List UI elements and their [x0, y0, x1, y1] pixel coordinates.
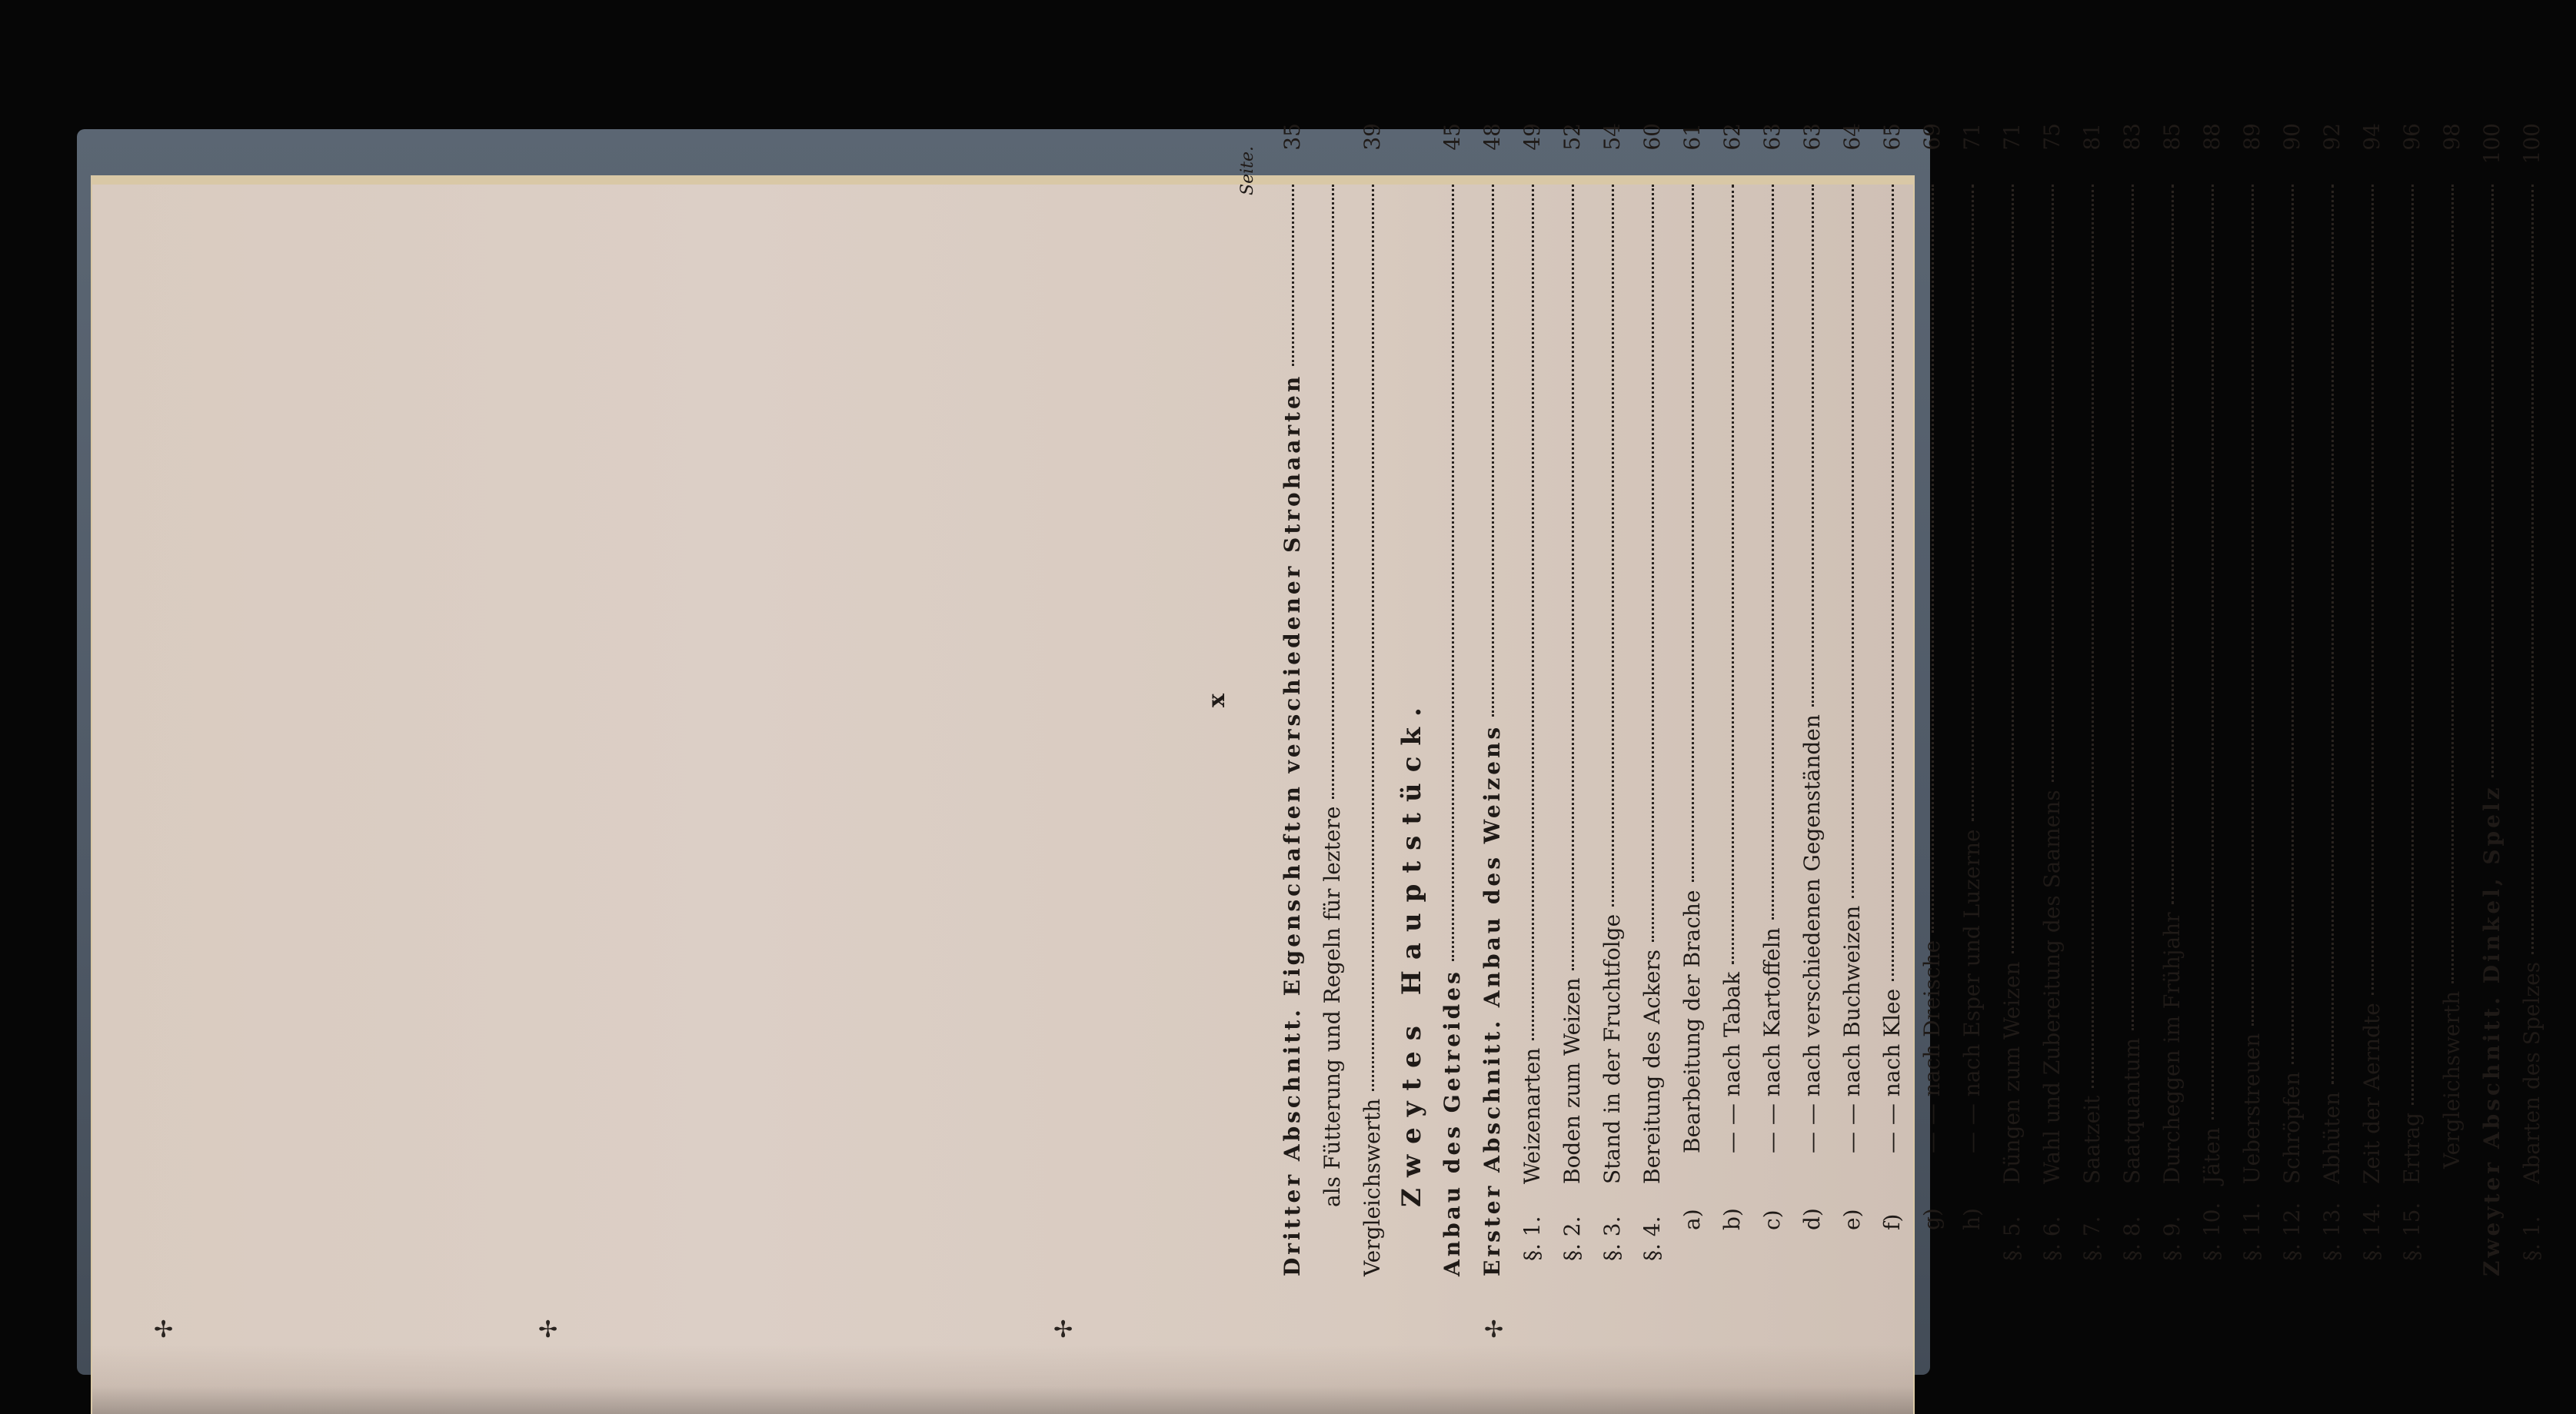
toc-entry-title: Abhüten: [2318, 1091, 2345, 1184]
toc-section-number: §. 9.: [2158, 1216, 2185, 1261]
toc-entry-title: Ueberstreuen: [2238, 1033, 2265, 1184]
toc-leader-dots: [2290, 185, 2294, 1064]
toc-entry-title: Saatzeit: [2078, 1095, 2105, 1184]
toc-entry: [1990, 123, 2033, 1276]
toc-entry-title: Zweytes Hauptstück.: [1396, 697, 1427, 1207]
rotated-page-content: [1146, 123, 2576, 1276]
toc-entry: [2030, 123, 2073, 1276]
toc-entry-title: — — nach Dreische: [1919, 940, 1945, 1153]
toc-page-number: 92: [2318, 123, 2345, 151]
toc-entry: [2110, 123, 2153, 1276]
toc-page-number: 35: [1279, 123, 1305, 151]
toc-entry-title: Weizenarten: [1519, 1047, 1545, 1184]
toc-entry-title: Stand in der Fruchtfolge: [1599, 913, 1625, 1184]
toc-page-number: 75: [2039, 123, 2065, 151]
toc-entry: [1950, 123, 1993, 1276]
toc-section-number: §. 11.: [2238, 1202, 2265, 1261]
ornament-mark: ✢: [538, 1316, 558, 1343]
toc-section-number: §. 2.: [1559, 1216, 1585, 1261]
toc-section-number: a): [1679, 1209, 1705, 1230]
toc-page-number: 88: [2198, 123, 2225, 151]
toc-entry-title: Wahl und Zubereitung des Saamens: [2039, 790, 2065, 1184]
toc-entry: [1430, 123, 1473, 1276]
toc-leader-dots: [2130, 185, 2134, 1030]
toc-entry-title: — — nach Buchweizen: [1839, 905, 1865, 1153]
toc-page-number: 83: [2118, 123, 2145, 151]
toc-leader-dots: [2010, 185, 2014, 953]
toc-section-number: §. 15.: [2398, 1202, 2425, 1261]
toc-section-number: b): [1719, 1208, 1745, 1230]
toc-section-number: h): [1959, 1208, 1985, 1230]
toc-leader-dots: [2170, 185, 2174, 904]
toc-entry-title: Saatquantum: [2118, 1037, 2145, 1184]
toc-section-number: §. 1.: [1519, 1216, 1545, 1261]
toc-leader-dots: [1290, 185, 1294, 366]
toc-page-number: 49: [1519, 123, 1545, 151]
toc-leader-dots: [1730, 185, 1734, 964]
toc-page-number: 100: [2478, 123, 2504, 165]
toc-page-number: 63: [1759, 123, 1785, 151]
toc-page-number: 61: [1679, 123, 1705, 151]
toc-entry-title: Dritter Abschnitt. Eigenschaften verschiedener Strohaarten: [1279, 373, 1305, 1276]
toc-leader-dots: [2050, 185, 2054, 782]
toc-entry: [1470, 123, 1513, 1276]
toc-page-number: 65: [1879, 123, 1905, 151]
toc-leader-dots: [1810, 185, 1814, 707]
toc-entry: [1350, 123, 1393, 1276]
toc-entry: [2070, 123, 2113, 1276]
toc-entry: [1270, 123, 1313, 1276]
ornament-mark: ✢: [154, 1316, 174, 1343]
toc-entry: [2430, 123, 2473, 1276]
toc-page-number: 89: [2238, 123, 2265, 151]
toc-entry: [2310, 123, 2353, 1276]
toc-entry-title: Düngen zum Weizen: [1999, 961, 2025, 1184]
toc-entry-title: Jäten: [2198, 1127, 2225, 1184]
toc-leader-dots: [2530, 185, 2534, 954]
toc-entry: [2470, 123, 2513, 1276]
toc-leader-dots: [1650, 185, 1654, 942]
toc-entry-title: Erster Abschnitt. Anbau des Weizens: [1479, 724, 1505, 1276]
toc-section-number: §. 10.: [2198, 1202, 2225, 1261]
toc-entry-title: Ertrag: [2398, 1112, 2425, 1184]
toc-entry-title: — — nach Kartoffeln: [1759, 927, 1785, 1153]
toc-entry-title: — — nach Esper und Luzerne: [1959, 829, 1985, 1153]
toc-entry: [1710, 123, 1753, 1276]
toc-page-number: 94: [2358, 123, 2385, 151]
toc-entry-title: Durcheggen im Frühjahr: [2158, 912, 2185, 1184]
toc-entry: [1790, 123, 1833, 1276]
page-folio: x: [1203, 692, 1230, 707]
toc-page-number: 81: [2078, 123, 2105, 151]
page-gutter: [92, 1345, 1913, 1414]
toc-page-number: 45: [1439, 123, 1465, 151]
toc-page-number: 85: [2158, 123, 2185, 151]
toc-leader-dots: [1770, 185, 1774, 920]
toc-section-number: c): [1759, 1209, 1785, 1230]
toc-leader-dots: [1570, 185, 1574, 970]
toc-leader-dots: [2250, 185, 2254, 1026]
toc-leader-dots: [1610, 185, 1614, 907]
toc-page-number: 90: [2278, 123, 2305, 151]
toc-entry-title: — — nach Klee: [1879, 988, 1905, 1153]
toc-leader-dots: [1890, 185, 1894, 981]
toc-entry-title: Vergleichswerth: [2438, 990, 2465, 1169]
toc-leader-dots: [1450, 185, 1454, 961]
toc-entry: [1590, 123, 1633, 1276]
toc-leader-dots: [1370, 185, 1374, 1091]
toc-leader-dots: [1490, 185, 1494, 717]
toc-entry: [1390, 123, 1433, 1276]
toc-entry: [2350, 123, 2393, 1276]
toc-entry-title: Abarten des Spelzes: [2518, 961, 2544, 1184]
toc-entry: [2190, 123, 2233, 1276]
toc-leader-dots: [1330, 185, 1334, 799]
toc-section-number: §. 8.: [2118, 1216, 2145, 1261]
toc-page-number: 52: [1559, 123, 1585, 151]
toc-leader-dots: [2090, 185, 2094, 1088]
toc-leader-dots: [1530, 185, 1534, 1040]
toc-leader-dots: [1690, 185, 1694, 882]
toc-page-number: 98: [2438, 123, 2465, 151]
toc-section-number: §. 5.: [1999, 1216, 2025, 1261]
toc-section-number: d): [1799, 1208, 1825, 1230]
toc-leader-dots: [2370, 185, 2374, 995]
toc-entry: [1630, 123, 1673, 1276]
toc-entry: [1870, 123, 1913, 1276]
toc-entry: [1910, 123, 1953, 1276]
toc-section-number: g): [1919, 1208, 1945, 1230]
page-column-header: Seite.: [1238, 146, 1257, 195]
toc-section-number: §. 6.: [2039, 1216, 2065, 1261]
toc-section-number: e): [1839, 1209, 1865, 1230]
toc-leader-dots: [2450, 185, 2454, 983]
toc-page-number: 63: [1799, 123, 1825, 151]
toc-page-number: 39: [1359, 123, 1385, 151]
toc-entry-title: Bearbeitung der Brache: [1679, 890, 1705, 1153]
toc-entry-title: als Fütterung und Regeln für leztere: [1319, 806, 1345, 1207]
toc-section-number: §. 14.: [2358, 1202, 2385, 1261]
toc-section-number: §. 13.: [2318, 1202, 2345, 1261]
toc-entry: [1510, 123, 1553, 1276]
toc-section-number: §. 12.: [2278, 1202, 2305, 1261]
toc-leader-dots: [2210, 185, 2214, 1120]
toc-leader-dots: [1970, 185, 1974, 821]
toc-entry-title: Schröpfen: [2278, 1071, 2305, 1184]
toc-page-number: 48: [1479, 123, 1505, 151]
toc-page-number: 69: [1919, 123, 1945, 151]
toc-page-number: 71: [1999, 123, 2025, 151]
toc-entry: [2230, 123, 2273, 1276]
toc-entry-title: Vergleichswerth: [1359, 1098, 1385, 1276]
toc-page-number: 96: [2398, 123, 2425, 151]
toc-entry: [2270, 123, 2313, 1276]
toc-entry: [1670, 123, 1713, 1276]
toc-entry-title: — — nach Tabak: [1719, 972, 1745, 1153]
toc-entry: [1750, 123, 1793, 1276]
toc-section-number: f): [1879, 1213, 1905, 1230]
toc-entry-title: Bereitung des Ackers: [1639, 949, 1665, 1184]
toc-section-number: §. 1.: [2518, 1216, 2544, 1261]
toc-entry-title: Zeit der Aerndte: [2358, 1003, 2385, 1184]
ornament-mark: ✢: [1484, 1316, 1504, 1343]
toc-section-number: §. 4.: [1639, 1216, 1665, 1261]
toc-entry-title: Zweyter Abschnitt. Dinkel, Spelz: [2478, 784, 2504, 1276]
toc-entry-title: Boden zum Weizen: [1559, 977, 1585, 1184]
toc-leader-dots: [1930, 185, 1934, 933]
toc-leader-dots: [1850, 185, 1854, 898]
toc-entry: [1830, 123, 1873, 1276]
toc-page-number: 54: [1599, 123, 1625, 151]
toc-page-number: 100: [2518, 123, 2544, 165]
toc-section-number: §. 3.: [1599, 1216, 1625, 1261]
toc-entry: [2510, 123, 2553, 1276]
toc-page-number: 64: [1839, 123, 1865, 151]
toc-entry: [1310, 123, 1353, 1276]
toc-entry-title: Anbau des Getreides: [1439, 969, 1465, 1276]
toc-entry: [2150, 123, 2193, 1276]
toc-entry-title: — — nach verschiedenen Gegenständen: [1799, 714, 1825, 1153]
toc-entry: [1550, 123, 1593, 1276]
toc-leader-dots: [2330, 185, 2334, 1084]
toc-page-number: 60: [1639, 123, 1665, 151]
toc-leader-dots: [2490, 185, 2494, 777]
toc-page-number: 62: [1719, 123, 1745, 151]
ornament-mark: ✢: [1053, 1316, 1073, 1343]
toc-page-number: 71: [1959, 123, 1985, 151]
toc-entry: [2390, 123, 2433, 1276]
toc-section-number: §. 7.: [2078, 1216, 2105, 1261]
toc-leader-dots: [2410, 185, 2414, 1105]
